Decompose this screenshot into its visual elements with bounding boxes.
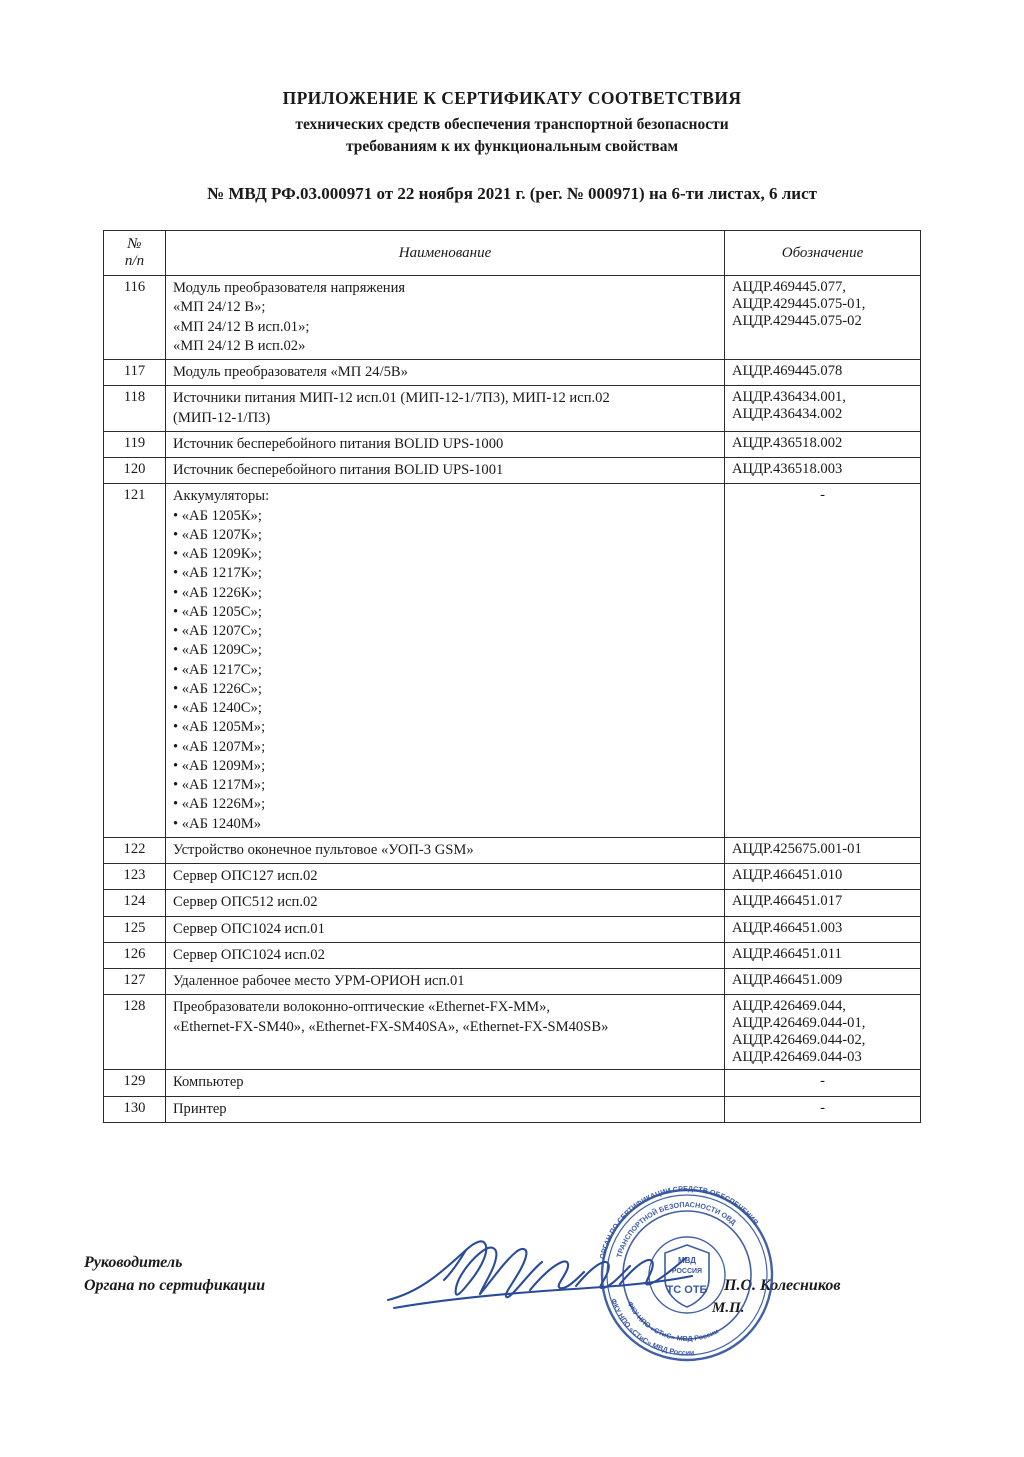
column-header-designation: Обозначение: [725, 231, 921, 276]
table-row: [104, 276, 921, 360]
cell-designation: АЦДР.466451.011: [725, 942, 921, 968]
cell-designation: АЦДР.466451.010: [725, 864, 921, 890]
svg-text:МВД: МВД: [677, 1256, 697, 1265]
svg-text:РОССИЯ: РОССИЯ: [671, 1268, 703, 1275]
cell-number: 128: [104, 995, 166, 1070]
table-row: [104, 890, 921, 916]
cell-number: 120: [104, 458, 166, 484]
svg-text:ОРГАН ПО СЕРТИФИКАЦИИ СРЕДСТВ: ОРГАН ПО СЕРТИФИКАЦИИ СРЕДСТВ ОБЕСПЕЧЕНИЯ: [597, 1183, 761, 1260]
signature-role: [84, 1251, 265, 1297]
cell-designation: АЦДР.426469.044, АЦДР.426469.044-01, АЦДР.426469.044-02, АЦДР.426469.044-03: [725, 995, 921, 1070]
table-row: [104, 360, 921, 386]
svg-text:ФКУ НПО «СТиС» МВД России: ФКУ НПО «СТиС» МВД России: [608, 1297, 695, 1358]
signer-name: П.О. Колесников: [724, 1277, 841, 1294]
cell-designation: АЦДР.436518.003: [725, 458, 921, 484]
cell-name: Сервер ОПС127 исп.02: [166, 864, 725, 890]
cell-number: 130: [104, 1096, 166, 1122]
column-header-name: Наименование: [166, 231, 725, 276]
table-row: [104, 837, 921, 863]
table-row: [104, 1070, 921, 1096]
cell-number: 122: [104, 837, 166, 863]
cell-name: Удаленное рабочее место УРМ-ОРИОН исп.01: [166, 969, 725, 995]
cell-number: 125: [104, 916, 166, 942]
cell-designation: АЦДР.466451.009: [725, 969, 921, 995]
cell-name: Устройство оконечное пультовое «УОП-3 GSM»: [166, 837, 725, 863]
cell-designation: -: [725, 484, 921, 838]
svg-text:ТРАНСПОРТНОЙ БЕЗОПАСНОСТИ ОВД: ТРАНСПОРТНОЙ БЕЗОПАСНОСТИ ОВД: [614, 1199, 739, 1259]
cell-number: 123: [104, 864, 166, 890]
document-subtitle-1: технических средств обеспечения транспортной безопасности: [295, 116, 729, 133]
official-round-stamp: [585, 1183, 790, 1363]
document-title: ПРИЛОЖЕНИЕ К СЕРТИФИКАТУ СООТВЕТСТВИЯ: [282, 88, 742, 108]
cell-name: Модуль преобразователя напряжения «МП 24/12 В»; «МП 24/12 В исп.01»; «МП 24/12 В исп.02»: [166, 276, 725, 360]
cell-designation: -: [725, 1070, 921, 1096]
table-row: [104, 942, 921, 968]
cell-name: Сервер ОПС1024 исп.02: [166, 942, 725, 968]
handwritten-signature: [380, 1228, 710, 1328]
table-row: [104, 484, 921, 838]
signature-role-line-1: Руководитель: [84, 1254, 183, 1271]
table-row: [104, 995, 921, 1070]
cell-designation: АЦДР.466451.003: [725, 916, 921, 942]
cell-name: Преобразователи волоконно-оптические «Ethernet-FX-MM», «Ethernet-FX-SM40», «Ethernet-FX-SM40SA», «Ethernet-FX-SM40SB»: [166, 995, 725, 1070]
table-row: [104, 386, 921, 432]
cell-number: 121: [104, 484, 166, 838]
cell-number: 129: [104, 1070, 166, 1096]
cell-name: Сервер ОПС512 исп.02: [166, 890, 725, 916]
cell-name: Аккумуляторы: • «АБ 1205К»; • «АБ 1207К»; • «АБ 1209К»; • «АБ 1217К»; • «АБ 1226К»; • «АБ 1205С»; • «АБ 1207С»; • «АБ 1209С»; • «АБ 1217С»; • «АБ 1226С»; • «АБ 1240С»; • «АБ 1205М»; • «АБ 1207М»; • «АБ 1209М»; • «АБ 1217М»; • «АБ 1226М»; • «АБ 1240М»: [166, 484, 725, 838]
table-row: [104, 864, 921, 890]
cell-number: 124: [104, 890, 166, 916]
cell-number: 117: [104, 360, 166, 386]
cell-designation: -: [725, 1096, 921, 1122]
cell-name: Источник бесперебойного питания BOLID UPS-1000: [166, 431, 725, 457]
cell-name: Компьютер: [166, 1070, 725, 1096]
table-row: [104, 1096, 921, 1122]
cell-name: Сервер ОПС1024 исп.01: [166, 916, 725, 942]
cell-number: 119: [104, 431, 166, 457]
document-subtitle-2: требованиям к их функциональным свойствам: [345, 138, 679, 155]
cell-name: Принтер: [166, 1096, 725, 1122]
mp-label: М.П.: [712, 1300, 745, 1316]
svg-text:ФКУ НПО «СТиС» МВД России: ФКУ НПО «СТиС» МВД России: [625, 1299, 720, 1344]
cell-name: Источник бесперебойного питания BOLID UPS-1001: [166, 458, 725, 484]
svg-text:ТС ОТБ: ТС ОТБ: [666, 1284, 708, 1296]
cell-designation: АЦДР.425675.001-01: [725, 837, 921, 863]
cell-designation: АЦДР.436434.001, АЦДР.436434.002: [725, 386, 921, 432]
cell-number: 116: [104, 276, 166, 360]
table-row: [104, 969, 921, 995]
items-table: [103, 230, 921, 1123]
cell-number: 127: [104, 969, 166, 995]
column-header-number: № п/п: [104, 231, 166, 276]
table-row: [104, 458, 921, 484]
cell-designation: АЦДР.469445.077, АЦДР.429445.075-01, АЦДР.429445.075-02: [725, 276, 921, 360]
table-row: [104, 916, 921, 942]
cell-designation: АЦДР.466451.017: [725, 890, 921, 916]
table-row: [104, 431, 921, 457]
cell-designation: АЦДР.469445.078: [725, 360, 921, 386]
signature-role-line-2: Органа по сертификации: [84, 1277, 266, 1295]
cell-number: 118: [104, 386, 166, 432]
registration-line: № МВД РФ.03.000971 от 22 ноября 2021 г. (рег. № 000971) на 6-ти листах, 6 лист: [207, 184, 817, 203]
table-body: [104, 276, 921, 1123]
cell-designation: АЦДР.436518.002: [725, 431, 921, 457]
table-header-row: [104, 231, 921, 276]
cell-name: Источники питания МИП-12 исп.01 (МИП-12-1/7П3), МИП-12 исп.02 (МИП-12-1/П3): [166, 386, 725, 432]
document-header: [0, 88, 1024, 156]
cell-number: 126: [104, 942, 166, 968]
cell-name: Модуль преобразователя «МП 24/5В»: [166, 360, 725, 386]
